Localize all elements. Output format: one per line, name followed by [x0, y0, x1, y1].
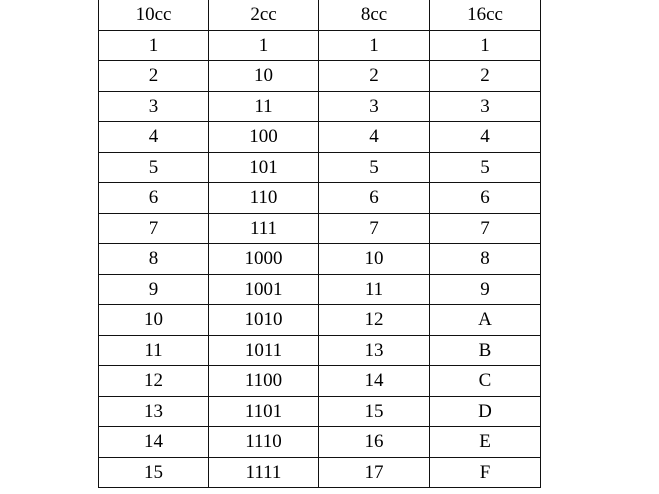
table-row	[99, 30, 541, 61]
column-header-binary: 2cc	[209, 0, 319, 30]
table-cell-binary: 1001	[209, 274, 319, 305]
table-cell-octal: 6	[319, 183, 430, 214]
table-cell-binary: 1100	[209, 366, 319, 397]
table-row	[99, 61, 541, 92]
table-cell-hex: 1	[430, 30, 541, 61]
table-cell-octal: 14	[319, 366, 430, 397]
table-cell-hex: A	[430, 305, 541, 336]
table-cell-decimal: 13	[99, 396, 209, 427]
table-cell-hex: E	[430, 427, 541, 458]
table-cell-hex: C	[430, 366, 541, 397]
table-cell-decimal: 2	[99, 61, 209, 92]
table-cell-octal: 11	[319, 274, 430, 305]
table-cell-decimal: 12	[99, 366, 209, 397]
table-row	[99, 335, 541, 366]
table-cell-octal: 13	[319, 335, 430, 366]
table-row	[99, 213, 541, 244]
table-cell-binary: 1000	[209, 244, 319, 275]
table-cell-octal: 2	[319, 61, 430, 92]
table-cell-octal: 7	[319, 213, 430, 244]
table-cell-hex: 7	[430, 213, 541, 244]
table-cell-hex: 3	[430, 91, 541, 122]
table-cell-decimal: 7	[99, 213, 209, 244]
table-cell-hex: 5	[430, 152, 541, 183]
table-cell-binary: 110	[209, 183, 319, 214]
column-header-hex: 16cc	[430, 0, 541, 30]
table-cell-hex: F	[430, 457, 541, 488]
table-cell-octal: 15	[319, 396, 430, 427]
table-row	[99, 183, 541, 214]
table-cell-decimal: 3	[99, 91, 209, 122]
table-cell-decimal: 10	[99, 305, 209, 336]
table-row	[99, 122, 541, 153]
table-cell-binary: 1	[209, 30, 319, 61]
table-cell-hex: D	[430, 396, 541, 427]
table-cell-decimal: 4	[99, 122, 209, 153]
table-row	[99, 427, 541, 458]
table-cell-binary: 1011	[209, 335, 319, 366]
number-base-table	[98, 0, 541, 488]
table-cell-hex: 9	[430, 274, 541, 305]
table-cell-binary: 1101	[209, 396, 319, 427]
table-cell-hex: B	[430, 335, 541, 366]
table-row	[99, 305, 541, 336]
table-cell-decimal: 8	[99, 244, 209, 275]
table-cell-hex: 2	[430, 61, 541, 92]
table-cell-hex: 4	[430, 122, 541, 153]
table-row	[99, 457, 541, 488]
table-cell-decimal: 14	[99, 427, 209, 458]
table-cell-binary: 11	[209, 91, 319, 122]
table-cell-decimal: 9	[99, 274, 209, 305]
number-base-table-container	[98, 0, 540, 488]
table-cell-decimal: 6	[99, 183, 209, 214]
table-cell-octal: 4	[319, 122, 430, 153]
table-row	[99, 396, 541, 427]
table-row	[99, 152, 541, 183]
column-header-octal: 8cc	[319, 0, 430, 30]
table-cell-decimal: 15	[99, 457, 209, 488]
table-cell-hex: 8	[430, 244, 541, 275]
table-cell-octal: 10	[319, 244, 430, 275]
table-row	[99, 244, 541, 275]
table-cell-octal: 17	[319, 457, 430, 488]
table-cell-binary: 1111	[209, 457, 319, 488]
table-body	[99, 30, 541, 488]
table-header-row	[99, 0, 541, 30]
table-cell-decimal: 1	[99, 30, 209, 61]
table-cell-binary: 111	[209, 213, 319, 244]
table-row	[99, 274, 541, 305]
table-cell-octal: 3	[319, 91, 430, 122]
table-cell-octal: 12	[319, 305, 430, 336]
table-cell-hex: 6	[430, 183, 541, 214]
table-cell-octal: 1	[319, 30, 430, 61]
table-row	[99, 366, 541, 397]
table-cell-binary: 100	[209, 122, 319, 153]
table-cell-octal: 5	[319, 152, 430, 183]
table-cell-decimal: 5	[99, 152, 209, 183]
table-cell-binary: 1110	[209, 427, 319, 458]
column-header-decimal: 10cc	[99, 0, 209, 30]
table-cell-decimal: 11	[99, 335, 209, 366]
table-cell-binary: 1010	[209, 305, 319, 336]
table-cell-octal: 16	[319, 427, 430, 458]
table-cell-binary: 10	[209, 61, 319, 92]
table-cell-binary: 101	[209, 152, 319, 183]
table-row	[99, 91, 541, 122]
